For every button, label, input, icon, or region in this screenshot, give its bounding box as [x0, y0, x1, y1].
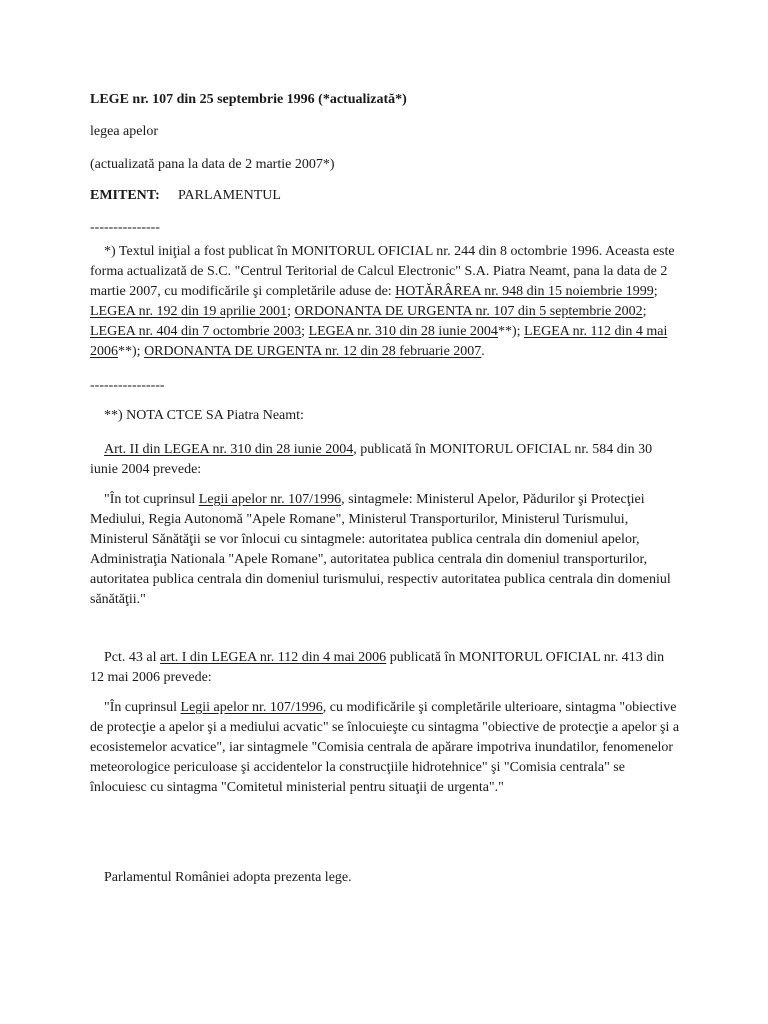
- emitent-value: PARLAMENTUL: [178, 188, 281, 203]
- link-legea-310-2004[interactable]: LEGEA nr. 310 din 28 iunie 2004: [308, 324, 498, 339]
- link-legii-apelor-107-1996[interactable]: Legii apelor nr. 107/1996: [198, 492, 342, 507]
- link-legea-112-2006[interactable]: LEGEA nr. 112 din 4 mai 2006: [90, 324, 668, 359]
- link-art-ii-legea-310-2004[interactable]: Art. II din LEGEA nr. 310 din 28 iunie 2004: [104, 442, 354, 457]
- art-ii-paragraph: Art. II din LEGEA nr. 310 din 28 iunie 2004, publicată în MONITORUL OFICIAL nr. 584 din 30 iunie 2004 prevede:: [90, 442, 653, 477]
- emitent-line: [90, 186, 680, 206]
- link-legea-192-2001[interactable]: LEGEA nr. 192 din 19 aprilie 2001: [90, 304, 288, 319]
- link-oug-12-2007[interactable]: ORDONANTA DE URGENTA nr. 12 din 28 februarie 2007: [144, 344, 482, 359]
- document-subtitle: legea apelor: [90, 124, 159, 139]
- separator: ----------------: [90, 378, 165, 393]
- link-hotararea-948-1999[interactable]: HOTĂRÂREA nr. 948 din 15 noiembrie 1999: [395, 284, 654, 299]
- note-2-heading: **) NOTA CTCE SA Piatra Neamt:: [104, 408, 304, 423]
- note-1-paragraph: *) Textul iniţial a fost publicat în MONITORUL OFICIAL nr. 244 din 8 octombrie 1996. Aceasta este forma actualizată de S.C. "Centrul Teritorial de Calcul Electronic" S.A. Piatra Neamt, pana la data de 2 martie 2007, cu modificările şi completările aduse de: HOTĂRÂREA nr. 948 din 15 noiembrie 1999; LEGEA nr. 192 din 19 aprilie 2001; ORDONANTA DE URGENTA nr. 107 din 5 septembrie 2002; LEGEA nr. 404 din 7 octombrie 2003; LEGEA nr. 310 din 28 iunie 2004**); LEGEA nr. 112 din 4 mai 2006**); ORDONANTA DE URGENTA nr. 12 din 28 februarie 2007.: [90, 244, 675, 359]
- separator: ---------------: [90, 220, 160, 235]
- closing-statement: Parlamentul României adopta prezenta lege.: [104, 870, 352, 885]
- link-legii-apelor-107-1996-2[interactable]: Legii apelor nr. 107/1996: [180, 700, 323, 715]
- link-legea-404-2003[interactable]: LEGEA nr. 404 din 7 octombrie 2003: [90, 324, 302, 339]
- emitent-label: EMITENT:: [90, 188, 160, 203]
- pct-43-paragraph: Pct. 43 al art. I din LEGEA nr. 112 din 4 mai 2006 publicată în MONITORUL OFICIAL nr. 413 din 12 mai 2006 prevede:: [90, 650, 665, 685]
- quote-2-paragraph: "În cuprinsul Legii apelor nr. 107/1996, cu modificările şi completările ulterioare, sintagma "obiective de protecţie a apelor şi a mediului acvatic" se înlocuieşte cu sintagma "obiective de protecţie a apelor şi a ecosistemelor acvatice", iar sintagmele "Comisia centrala de apărare impotriva inundatilor, fenomenelor meteorologice periculoase şi accidentelor la construcţiile hidrotehnice" şi "Comisia centrala" se înlocuiesc cu sintagma "Comitetul ministerial pentru situaţii de urgenta".": [90, 700, 680, 795]
- link-oug-107-2002[interactable]: ORDONANTA DE URGENTA nr. 107 din 5 septembrie 2002: [294, 304, 643, 319]
- update-note: (actualizată pana la data de 2 martie 2007*): [90, 157, 335, 172]
- quote-1-paragraph: "În tot cuprinsul Legii apelor nr. 107/1996, sintagmele: Ministerul Apelor, Pădurilor şi Protecţiei Mediului, Regia Autonomă "Apele Romane", Ministerul Transporturilor, Ministerul Turismului, Ministerul Sănătăţii se vor înlocui cu sintagmele: autoritatea publica centrala din domeniul apelor, Administraţia Nationala "Apele Romane", autoritatea publica centrala din domeniul transporturilor, autoritatea publica centrala din domeniul turismului, respectiv autoritatea publica centrala din domeniul sănătăţii.": [90, 492, 671, 607]
- document-title: LEGE nr. 107 din 25 septembrie 1996 (*actualizată*): [90, 92, 407, 107]
- link-art-i-legea-112-2006[interactable]: art. I din LEGEA nr. 112 din 4 mai 2006: [160, 650, 387, 665]
